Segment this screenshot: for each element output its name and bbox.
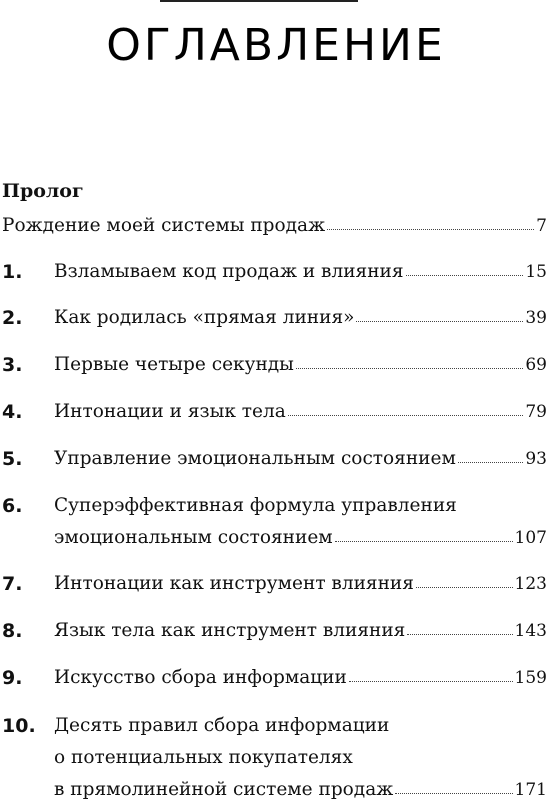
toc-page-number: 69 bbox=[525, 355, 547, 375]
toc-entry-body bbox=[54, 396, 547, 428]
toc-chapter-number: 9. bbox=[2, 667, 23, 689]
toc-entry-body bbox=[54, 349, 547, 381]
toc-page-number: 39 bbox=[525, 308, 547, 328]
toc-chapter-number: 5. bbox=[2, 448, 23, 470]
prolog-heading: Пролог bbox=[2, 180, 84, 202]
toc-page-number: 107 bbox=[514, 528, 547, 548]
toc-entry-title: Рождение моей системы продаж bbox=[2, 215, 326, 236]
toc-entry-title: Первые четыре секунды bbox=[54, 354, 294, 375]
dot-leader bbox=[327, 228, 534, 230]
dot-leader bbox=[349, 680, 513, 682]
toc-chapter-number: 4. bbox=[2, 401, 23, 423]
dot-leader bbox=[416, 586, 513, 588]
toc-entry-body bbox=[54, 710, 547, 806]
toc-entry-line bbox=[54, 522, 547, 554]
toc-entry-body bbox=[54, 490, 547, 554]
toc-entry-body bbox=[54, 662, 547, 694]
toc-entry-line bbox=[54, 662, 547, 694]
toc-entry-title: Интонации как инструмент влияния bbox=[54, 573, 414, 594]
toc-entry-line bbox=[54, 615, 547, 647]
toc-chapter-number: 3. bbox=[2, 354, 23, 376]
toc-entry-body bbox=[54, 568, 547, 600]
toc-entry-line bbox=[54, 302, 547, 334]
toc-chapter-number: 10. bbox=[2, 715, 36, 737]
toc-chapter-number: 8. bbox=[2, 620, 23, 642]
toc-page-number: 93 bbox=[525, 449, 547, 469]
dot-leader bbox=[406, 274, 524, 276]
toc-entry-body bbox=[54, 256, 547, 288]
dot-leader bbox=[395, 792, 512, 794]
toc-entry-title-line: Суперэффективная формула управления bbox=[54, 495, 457, 516]
toc-chapter-number: 2. bbox=[2, 307, 23, 329]
toc-entry-line bbox=[54, 568, 547, 600]
toc-entry-body bbox=[54, 443, 547, 475]
toc-page-number: 171 bbox=[514, 780, 547, 800]
toc-entry-title: Язык тела как инструмент влияния bbox=[54, 620, 406, 641]
toc-entry-title-line: Десять правил сбора информации bbox=[54, 715, 390, 736]
toc-entry-title: Взламываем код продаж и влияния bbox=[54, 261, 404, 282]
toc-entry-title: Управление эмоциональным состоянием bbox=[54, 448, 456, 469]
toc-entry-line bbox=[54, 443, 547, 475]
toc-entry-line bbox=[54, 774, 547, 806]
dot-leader bbox=[458, 461, 524, 463]
toc-chapter-number: 6. bbox=[2, 495, 23, 517]
page-title: ОГЛАВЛЕНИЕ bbox=[106, 20, 446, 71]
toc-entry-body bbox=[54, 302, 547, 334]
toc-entry-title-line: о потенциальных покупателях bbox=[54, 747, 353, 768]
toc-page-number: 79 bbox=[525, 402, 547, 422]
toc-entry-title: в прямолинейной системе продаж bbox=[54, 779, 394, 800]
dot-leader bbox=[356, 320, 523, 322]
toc-entry-title: Искусство сбора информации bbox=[54, 667, 347, 688]
toc-page-number: 123 bbox=[514, 574, 547, 594]
toc-entry-title: Интонации и язык тела bbox=[54, 401, 286, 422]
toc-entry-line bbox=[2, 210, 547, 242]
toc-chapter-number: 1. bbox=[2, 261, 23, 283]
toc-page-number: 143 bbox=[514, 621, 547, 641]
toc-entry-body bbox=[54, 615, 547, 647]
toc-page-number: 7 bbox=[536, 216, 547, 236]
dot-leader bbox=[407, 633, 512, 635]
toc-entry-title: Как родилась «прямая линия» bbox=[54, 307, 355, 328]
toc-entry-line bbox=[54, 256, 547, 288]
dot-leader bbox=[296, 367, 523, 369]
toc-page-number: 159 bbox=[514, 668, 547, 688]
toc-entry-line bbox=[54, 396, 547, 428]
dot-leader bbox=[335, 540, 513, 542]
toc-entry-title: эмоциональным состоянием bbox=[54, 527, 333, 548]
dot-leader bbox=[288, 414, 524, 416]
toc-chapter-number: 7. bbox=[2, 573, 23, 595]
toc-entry-body bbox=[2, 210, 547, 242]
toc-entry-line bbox=[54, 349, 547, 381]
toc-page-number: 15 bbox=[525, 262, 547, 282]
top-rule bbox=[160, 0, 358, 2]
